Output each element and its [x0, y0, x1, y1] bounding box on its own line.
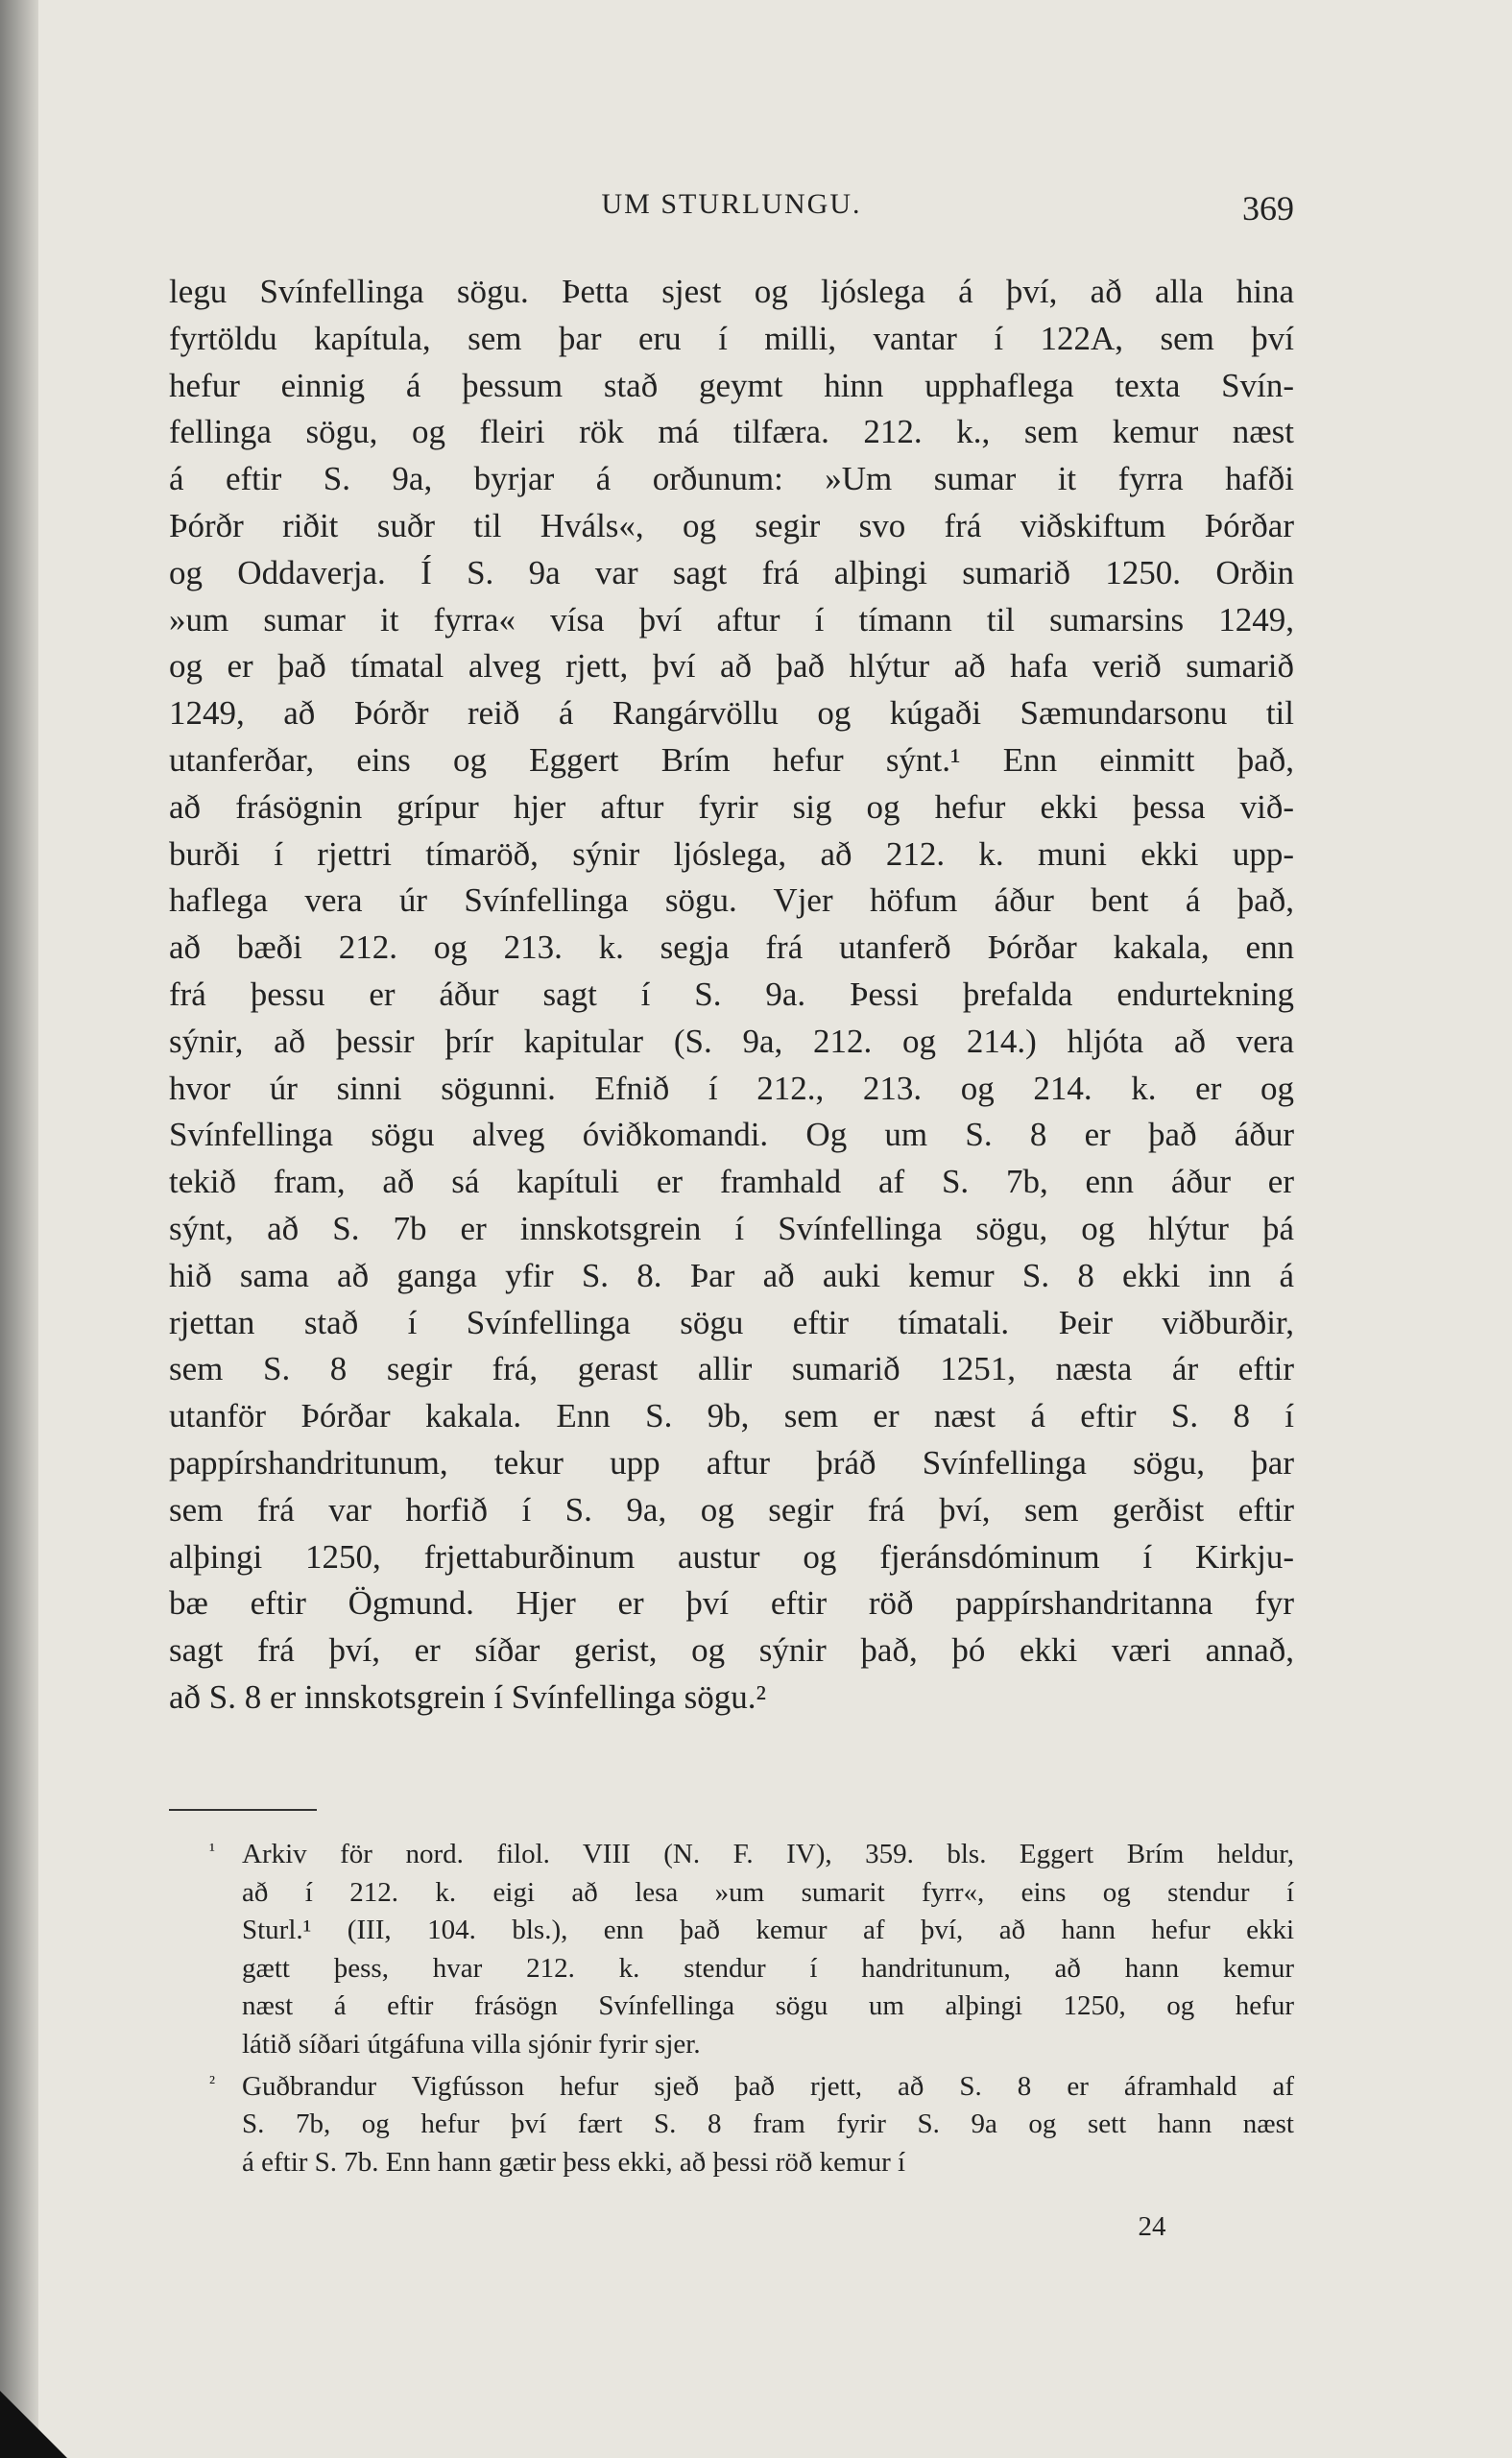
text-line: að frásögnin grípur hjer aftur fyrir sig og hefur ekki þessa við-: [169, 787, 1294, 826]
page-number: 369: [1242, 189, 1294, 228]
footnote-line: á eftir S. 7b. Enn hann gætir þess ekki, að þessi röð kemur í: [242, 2146, 906, 2178]
footnote-marker: ²: [209, 2071, 215, 2093]
text-line: sagt frá því, er síðar gerist, og sýnir það, þó ekki væri annað,: [169, 1631, 1294, 1670]
footnotes: [169, 1836, 1294, 2185]
running-title: UM STURLUNGU.: [601, 188, 862, 220]
page-header: [169, 188, 1294, 236]
text-line: og Oddaverja. Í S. 9a var sagt frá alþingi sumarið 1250. Orðin: [169, 553, 1294, 591]
signature-mark: 24: [1138, 2211, 1166, 2242]
text-line: utanför Þórðar kakala. Enn S. 9b, sem er næst á eftir S. 8 í: [169, 1397, 1294, 1435]
text-line: pappírshandritunum, tekur upp aftur þráð Svínfellinga sögu, þar: [169, 1443, 1294, 1482]
text-line: bæ eftir Ögmund. Hjer er því eftir röð pappírshandritanna fyr: [169, 1584, 1294, 1623]
text-line: sýnir, að þessir þrír kapitular (S. 9a, 212. og 214.) hljóta að vera: [169, 1022, 1294, 1060]
main-text: [169, 269, 1294, 1722]
text-line: á eftir S. 9a, byrjar á orðunum: »Um sumar it fyrra hafði: [169, 460, 1294, 498]
text-line: að S. 8 er innskotsgrein í Svínfellinga sögu.²: [169, 1677, 766, 1716]
text-line: burði í rjettri tímaröð, sýnir ljóslega, að 212. k. muni ekki upp-: [169, 834, 1294, 873]
footnote-line: Guðbrandur Vigfússon hefur sjeð það rjett, að S. 8 er áframhald af: [242, 2070, 1294, 2102]
text-line: fyrtöldu kapítula, sem þar eru í milli, vantar í 122A, sem því: [169, 319, 1294, 357]
text-line: hið sama að ganga yfir S. 8. Þar að auki kemur S. 8 ekki inn á: [169, 1256, 1294, 1294]
book-binding-shadow: [0, 0, 38, 2458]
text-line: hefur einnig á þessum stað geymt hinn upphaflega texta Svín-: [169, 366, 1294, 404]
text-line: tekið fram, að sá kapítuli er framhald af S. 7b, enn áður er: [169, 1163, 1294, 1201]
text-line: utanferðar, eins og Eggert Brím hefur sýnt.¹ Enn einmitt það,: [169, 740, 1294, 779]
footnote-line: Sturl.¹ (III, 104. bls.), enn það kemur af því, að hann hefur ekki: [242, 1915, 1294, 1946]
footnote-marker: ¹: [209, 1840, 215, 1861]
text-line: hvor úr sinni sögunni. Efnið í 212., 213. og 214. k. er og: [169, 1069, 1294, 1107]
footnote-line: Arkiv för nord. filol. VIII (N. F. IV), 359. bls. Eggert Brím heldur,: [242, 1839, 1294, 1869]
text-line: 1249, að Þórðr reið á Rangárvöllu og kúgaði Sæmundarsonu til: [169, 694, 1294, 733]
text-line: Þórðr riðit suðr til Hváls«, og segir svo frá viðskiftum Þórðar: [169, 506, 1294, 544]
footnote-separator: [169, 1809, 317, 1811]
text-line: haflega vera úr Svínfellinga sögu. Vjer höfum áður bent á það,: [169, 881, 1294, 920]
text-line: sem S. 8 segir frá, gerast allir sumarið 1251, næsta ár eftir: [169, 1350, 1294, 1388]
text-line: og er það tímatal alveg rjett, því að það hlýtur að hafa verið sumarið: [169, 647, 1294, 686]
footnote: [169, 2068, 1294, 2182]
footnote-line: gætt þess, hvar 212. k. stendur í handritunum, að hann kemur: [242, 1952, 1294, 1984]
text-line: legu Svínfellinga sögu. Þetta sjest og ljóslega á því, að alla hina: [169, 273, 1294, 310]
footnote-line: að í 212. k. eigi að lesa »um sumarit fyrr«, eins og stendur í: [242, 1876, 1294, 1908]
text-line: sem frá var horfið í S. 9a, og segir frá því, sem gerðist eftir: [169, 1490, 1294, 1529]
text-line: að bæði 212. og 213. k. segja frá utanferð Þórðar kakala, enn: [169, 928, 1294, 967]
corner-tab: [0, 2391, 67, 2458]
footnote-line: látið síðari útgáfuna villa sjónir fyrir sjer.: [242, 2028, 701, 2060]
text-line: rjettan stað í Svínfellinga sögu eftir tímatali. Þeir viðburðir,: [169, 1303, 1294, 1341]
text-line: alþingi 1250, frjettaburðinum austur og fjeránsdóminum í Kirkju-: [169, 1537, 1294, 1576]
text-line: Svínfellinga sögu alveg óviðkomandi. Og um S. 8 er það áður: [169, 1116, 1294, 1154]
text-line: sýnt, að S. 7b er innskotsgrein í Svínfellinga sögu, og hlýtur þá: [169, 1209, 1294, 1247]
text-line: »um sumar it fyrra« vísa því aftur í tímann til sumarsins 1249,: [169, 600, 1294, 639]
footnote: [169, 1836, 1294, 2064]
text-line: fellinga sögu, og fleiri rök má tilfæra. 212. k., sem kemur næst: [169, 413, 1294, 451]
text-line: frá þessu er áður sagt í S. 9a. Þessi þrefalda endurtekning: [169, 975, 1294, 1013]
footnote-line: næst á eftir frásögn Svínfellinga sögu um alþingi 1250, og hefur: [242, 1990, 1294, 2022]
footnote-line: S. 7b, og hefur því fært S. 8 fram fyrir S. 9a og sett hann næst: [242, 2109, 1294, 2140]
